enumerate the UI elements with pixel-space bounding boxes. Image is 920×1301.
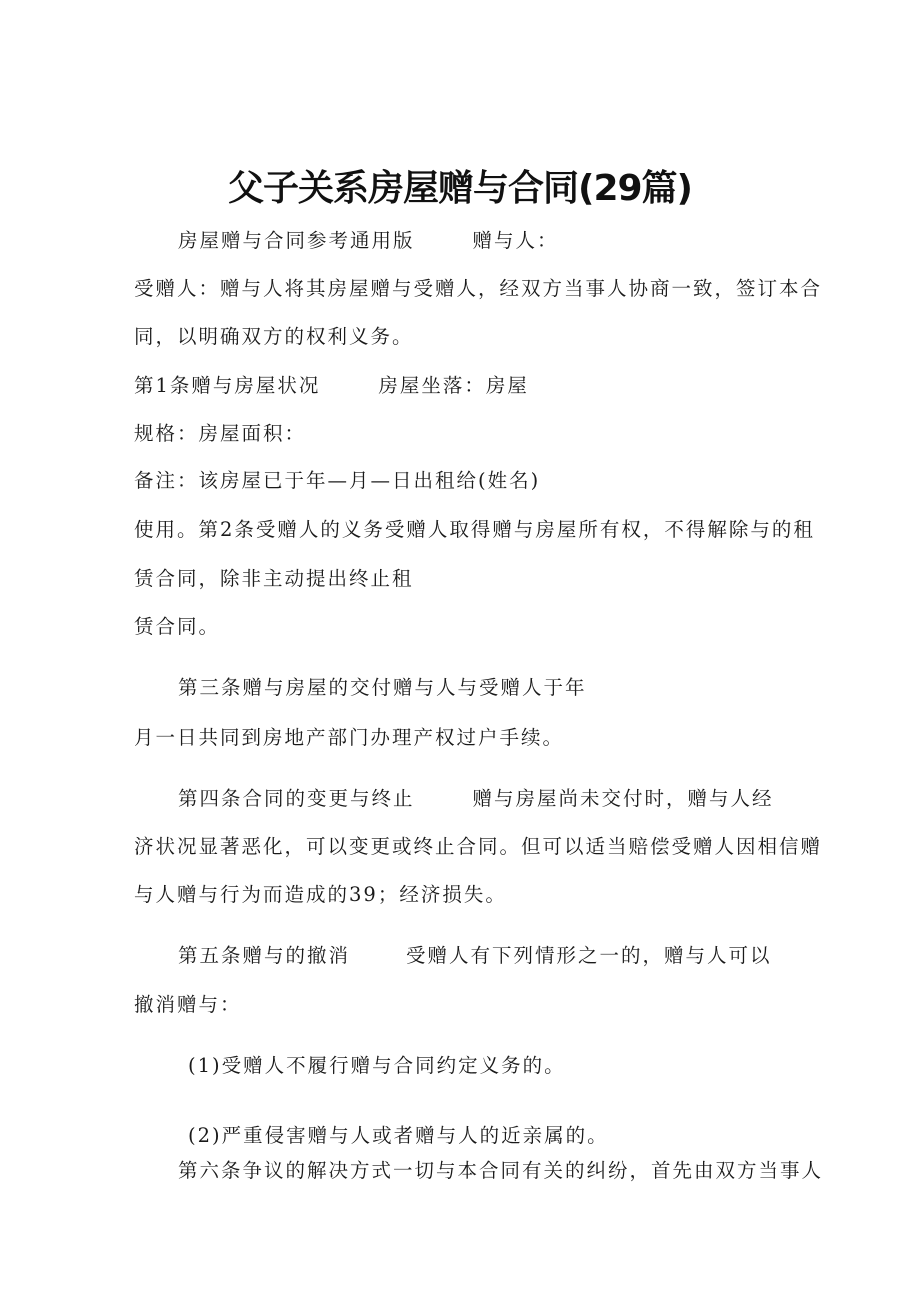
text-segment: 房屋坐落：房屋 <box>378 374 529 397</box>
list-item: (1)受赠人不履行赠与合同约定义务的。 <box>188 1054 566 1077</box>
paragraph-line: 月一日共同到房地产部门办理产权过户手续。 <box>134 726 565 749</box>
text-segment: 赠与人： <box>472 229 559 252</box>
paragraph-line: 与人赠与行为而造成的39；经济损失。 <box>134 883 507 906</box>
paragraph-line: 赁合同，除非主动提出终止租 <box>134 567 414 590</box>
paragraph-line: 赁合同。 <box>134 615 221 638</box>
document-title: 父子关系房屋赠与合同(29篇) <box>227 168 692 209</box>
text-segment: 房屋赠与合同参考通用版 <box>178 229 415 252</box>
paragraph-line: 使用。第2条受赠人的义务受赠人取得赠与房屋所有权，不得解除与的租 <box>134 518 815 541</box>
paragraph-line: 规格：房屋面积： <box>134 422 307 445</box>
paragraph-line <box>178 787 774 811</box>
text-segment: 受赠人有下列情形之一的，赠与人可以 <box>406 944 772 967</box>
text-segment: 赠与房屋尚未交付时，赠与人经 <box>472 787 774 810</box>
paragraph-line: 备注：该房屋已于年—月—日出租给(姓名) <box>134 469 541 492</box>
paragraph-line <box>178 229 559 253</box>
paragraph-line: 济状况显著恶化，可以变更或终止合同。但可以适当赔偿受赠人因相信赠 <box>134 835 823 858</box>
paragraph-line <box>178 944 772 968</box>
paragraph-line: 撤消赠与： <box>134 993 242 1016</box>
paragraph-line: 第六条争议的解决方式一切与本合同有关的纠纷，首先由双方当事人 <box>178 1159 824 1182</box>
paragraph-line: 同，以明确双方的权利义务。 <box>134 325 414 348</box>
text-segment: 第四条合同的变更与终止 <box>178 787 415 810</box>
list-item: (2)严重侵害赠与人或者赠与人的近亲属的。 <box>188 1124 609 1147</box>
paragraph-line <box>134 374 529 398</box>
text-segment: 第五条赠与的撤消 <box>178 944 351 967</box>
text-segment: 第1条赠与房屋状况 <box>134 374 321 397</box>
paragraph-line: 受赠人：赠与人将其房屋赠与受赠人，经双方当事人协商一致，签订本合 <box>134 277 823 300</box>
paragraph-line: 第三条赠与房屋的交付赠与人与受赠人于年 <box>178 676 587 699</box>
